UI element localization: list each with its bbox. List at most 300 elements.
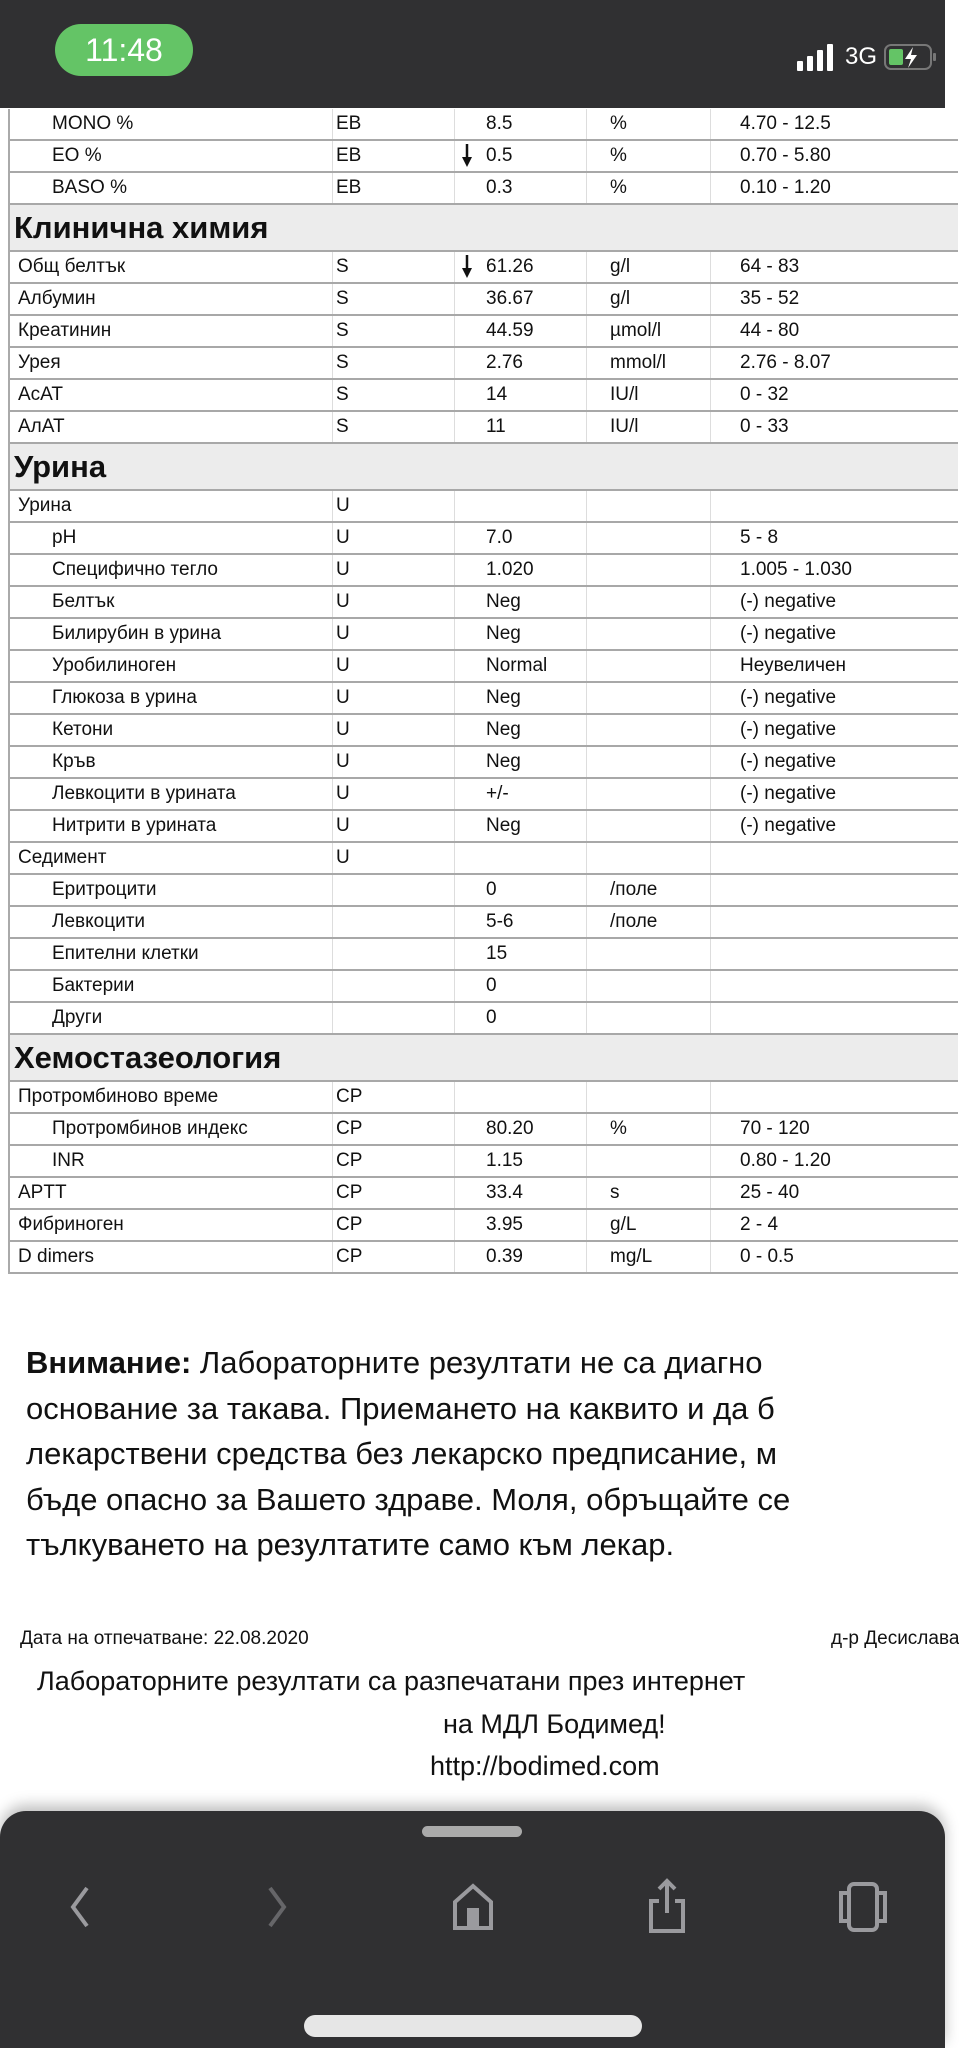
cell-divider [710, 683, 711, 713]
reference-range: 5 - 8 [740, 527, 779, 548]
cell-divider [586, 555, 587, 585]
tabs-button[interactable] [839, 1883, 887, 1931]
cell-divider [586, 907, 587, 937]
result-value: 7.0 [486, 527, 513, 548]
cell-divider [586, 1146, 587, 1176]
table-row [10, 1178, 958, 1210]
table-row [10, 173, 958, 205]
cell-divider [332, 971, 333, 1001]
table-row [10, 316, 958, 348]
cell-divider [332, 380, 333, 410]
table-row [10, 380, 958, 412]
cell-divider [710, 811, 711, 841]
cell-divider [454, 141, 455, 171]
specimen: U [336, 783, 350, 804]
footer-line-2: на МДЛ Бодимед! [443, 1709, 666, 1739]
cell-divider [586, 412, 587, 442]
table-row [10, 523, 958, 555]
cell-divider [332, 1178, 333, 1208]
cell-divider [586, 811, 587, 841]
tabs-icon [837, 1881, 889, 1933]
cell-divider [710, 843, 711, 873]
status-bar [0, 0, 945, 108]
cell-divider [454, 1146, 455, 1176]
result-value: 11 [486, 416, 506, 437]
reference-range: (-) negative [740, 623, 837, 644]
table-row [10, 252, 958, 284]
test-name: Фибриноген [18, 1214, 124, 1235]
cell-divider [586, 348, 587, 378]
test-name: Нитрити в урината [52, 815, 217, 836]
cell-divider [454, 348, 455, 378]
table-row [10, 1082, 958, 1114]
cell-divider [710, 715, 711, 745]
section-header: Урина [10, 444, 958, 491]
cell-divider [586, 380, 587, 410]
cell-divider [710, 523, 711, 553]
result-value: 1.15 [486, 1150, 523, 1171]
specimen: U [336, 847, 350, 868]
cell-divider [332, 1210, 333, 1240]
cell-divider [454, 939, 455, 969]
result-value: 8.5 [486, 113, 513, 134]
test-name: AcAT [18, 384, 64, 405]
warning-line [26, 1522, 674, 1567]
cell-divider [332, 939, 333, 969]
warning-text: основание за такава. Приемането на каквито и да б [26, 1390, 775, 1426]
unit: % [610, 113, 627, 134]
section-header: Клинична химия [10, 205, 958, 252]
cell-divider [454, 1114, 455, 1144]
unit: µmol/l [610, 320, 662, 341]
cell-divider [710, 651, 711, 681]
unit: mg/L [610, 1246, 653, 1267]
warning-text: бъде опасно за Вашето здраве. Моля, обръщайте се [26, 1481, 791, 1517]
cell-divider [586, 651, 587, 681]
cell-divider [710, 348, 711, 378]
result-value: 1.020 [486, 559, 534, 580]
cell-divider [710, 587, 711, 617]
cell-divider [454, 173, 455, 203]
cell-divider [332, 811, 333, 841]
chevron-right-icon [262, 1885, 292, 1929]
unit: IU/l [610, 416, 639, 437]
cell-divider [454, 875, 455, 905]
test-name: pH [52, 527, 77, 548]
result-value: 15 [486, 943, 508, 964]
reference-range: (-) negative [740, 719, 837, 740]
reference-range: 0 - 32 [740, 384, 789, 405]
cell-divider [586, 1242, 587, 1272]
cell-divider [710, 380, 711, 410]
table-row [10, 1242, 958, 1274]
specimen: S [336, 320, 349, 341]
specimen: S [336, 352, 349, 373]
result-value: 44.59 [486, 320, 534, 341]
table-row [10, 811, 958, 843]
test-name: D dimers [18, 1246, 95, 1267]
forward-button[interactable] [253, 1883, 301, 1931]
specimen: U [336, 655, 350, 676]
reference-range: 0.70 - 5.80 [740, 145, 831, 166]
specimen: CP [336, 1118, 363, 1139]
cell-divider [710, 1003, 711, 1033]
test-name: Кетони [52, 719, 114, 740]
table-row [10, 683, 958, 715]
cell-divider [454, 109, 455, 139]
cell-divider [454, 843, 455, 873]
unit: % [610, 145, 627, 166]
reference-range: 25 - 40 [740, 1182, 800, 1203]
cell-divider [586, 523, 587, 553]
result-value: Neg [486, 751, 521, 772]
specimen: U [336, 751, 350, 772]
warning-line [26, 1431, 777, 1476]
cell-divider [454, 380, 455, 410]
test-name: Кръв [52, 751, 96, 772]
specimen: U [336, 559, 350, 580]
cell-divider [586, 587, 587, 617]
cell-divider [586, 491, 587, 521]
specimen: U [336, 527, 350, 548]
result-value: 14 [486, 384, 508, 405]
test-name: Белтък [52, 591, 115, 612]
table-row [10, 1003, 958, 1035]
result-value: +/- [486, 783, 509, 804]
result-value: 3.95 [486, 1214, 523, 1235]
cell-divider [586, 875, 587, 905]
cell-divider [332, 843, 333, 873]
specimen: EB [336, 113, 362, 134]
cell-divider [454, 971, 455, 1001]
result-value: 5-6 [486, 911, 514, 932]
cell-divider [454, 491, 455, 521]
table-row [10, 1114, 958, 1146]
cell-divider [710, 907, 711, 937]
unit: s [610, 1182, 620, 1203]
cell-divider [586, 971, 587, 1001]
home-indicator [304, 2015, 642, 2037]
unit: % [610, 177, 627, 198]
cell-divider [586, 715, 587, 745]
warning-line [26, 1340, 763, 1385]
cell-divider [332, 1082, 333, 1112]
specimen: CP [336, 1182, 363, 1203]
table-row [10, 715, 958, 747]
test-name: Епителни клетки [52, 943, 199, 964]
result-value: Neg [486, 719, 521, 740]
unit: /поле [610, 879, 658, 900]
cell-divider [454, 284, 455, 314]
test-name: Урея [18, 352, 61, 373]
network-type: 3G [845, 43, 878, 70]
specimen: CP [336, 1214, 363, 1235]
cell-divider [710, 875, 711, 905]
test-name: Албумин [18, 288, 96, 309]
test-name: Креатинин [18, 320, 112, 341]
reference-range: 70 - 120 [740, 1118, 810, 1139]
warning-line [26, 1477, 790, 1522]
test-name: Общ белтък [18, 256, 126, 277]
cell-divider [586, 843, 587, 873]
cell-divider [454, 1178, 455, 1208]
result-value: 0 [486, 1007, 497, 1028]
result-value: Neg [486, 687, 521, 708]
cell-divider [454, 252, 455, 282]
cell-divider [586, 284, 587, 314]
test-name: Урина [18, 495, 72, 516]
test-name: Седимент [18, 847, 107, 868]
table-row [10, 412, 958, 444]
table-row [10, 619, 958, 651]
specimen: S [336, 384, 349, 405]
table-row [10, 939, 958, 971]
cell-divider [586, 779, 587, 809]
cell-divider [454, 811, 455, 841]
test-name: Левкоцити в урината [52, 783, 236, 804]
cell-divider [332, 907, 333, 937]
share-button[interactable] [643, 1883, 691, 1931]
warning-text: лекарствени средства без лекарско предписание, м [26, 1436, 778, 1471]
cell-divider [332, 141, 333, 171]
test-name: АлАТ [18, 416, 65, 437]
reference-range: (-) negative [740, 783, 837, 804]
test-name: APTT [18, 1182, 67, 1203]
cell-divider [332, 284, 333, 314]
test-name: BASO % [52, 177, 127, 198]
reference-range: 1.005 - 1.030 [740, 559, 852, 580]
specimen: EB [336, 177, 362, 198]
cell-divider [586, 252, 587, 282]
cell-divider [332, 587, 333, 617]
cell-divider [454, 587, 455, 617]
warning-text: Лабораторните резултати не са диагно [199, 1345, 763, 1380]
cell-divider [586, 316, 587, 346]
specimen: U [336, 495, 350, 516]
test-name: Левкоцити [52, 911, 146, 932]
warning-line [26, 1386, 775, 1431]
table-row [10, 284, 958, 316]
result-value: 80.20 [486, 1118, 534, 1139]
cell-divider [454, 779, 455, 809]
table-row [10, 141, 958, 173]
table-row [10, 907, 958, 939]
network-status [797, 42, 939, 72]
cell-divider [454, 1003, 455, 1033]
test-name: Протромбиново време [18, 1086, 219, 1107]
test-name: Протромбинов индекс [52, 1118, 248, 1139]
test-name: Други [52, 1007, 103, 1028]
reference-range: 4.70 - 12.5 [740, 113, 831, 134]
cell-divider [710, 1210, 711, 1240]
print-date: Дата на отпечатване: 22.08.2020 [20, 1628, 309, 1649]
test-name: INR [52, 1150, 85, 1171]
reference-range: (-) negative [740, 751, 837, 772]
table-row [10, 491, 958, 523]
cell-divider [586, 1178, 587, 1208]
cell-divider [710, 1082, 711, 1112]
cell-divider [454, 715, 455, 745]
footer-url[interactable]: http://bodimed.com [430, 1751, 660, 1781]
unit: % [610, 1118, 627, 1139]
specimen: U [336, 623, 350, 644]
warning-text: тълкуването на резултатите само към лекар. [26, 1527, 675, 1562]
reference-range: 44 - 80 [740, 320, 800, 341]
specimen: S [336, 256, 349, 277]
unit: g/l [610, 256, 631, 277]
test-name: Билирубин в урина [52, 623, 222, 644]
sheet-handle[interactable] [422, 1826, 522, 1837]
cell-divider [332, 109, 333, 139]
reference-range: (-) negative [740, 687, 837, 708]
unit: g/l [610, 288, 631, 309]
table-row [10, 971, 958, 1003]
cell-divider [454, 1242, 455, 1272]
specimen: CP [336, 1150, 363, 1171]
cell-divider [710, 284, 711, 314]
reference-range: 0 - 0.5 [740, 1246, 794, 1267]
result-value: 0.39 [486, 1246, 523, 1267]
cell-divider [454, 747, 455, 777]
cell-divider [586, 1210, 587, 1240]
cell-divider [454, 523, 455, 553]
cell-divider [586, 683, 587, 713]
cell-divider [710, 109, 711, 139]
reference-range: 0.10 - 1.20 [740, 177, 831, 198]
test-name: Бактерии [52, 975, 135, 996]
cell-divider [332, 252, 333, 282]
reference-range: 0.80 - 1.20 [740, 1150, 831, 1171]
cell-divider [454, 619, 455, 649]
result-value: Neg [486, 623, 521, 644]
chevron-left-icon [65, 1885, 95, 1929]
result-value: 0.3 [486, 177, 513, 198]
cell-divider [586, 1003, 587, 1033]
test-name: MONO % [52, 113, 134, 134]
battery-charging-icon [883, 42, 939, 72]
cell-divider [710, 491, 711, 521]
table-row [10, 555, 958, 587]
cell-divider [332, 651, 333, 681]
cell-divider [586, 1082, 587, 1112]
table-row [10, 587, 958, 619]
reference-range: Неувеличен [740, 655, 847, 676]
result-value: 36.67 [486, 288, 534, 309]
table-row [10, 1210, 958, 1242]
test-name: Глюкоза в урина [52, 687, 197, 708]
table-row [10, 109, 958, 141]
cell-divider [710, 619, 711, 649]
cell-divider [710, 1114, 711, 1144]
cell-divider [710, 141, 711, 171]
cell-divider [332, 348, 333, 378]
cell-divider [710, 939, 711, 969]
status-time: 11:48 [55, 24, 193, 76]
cell-divider [586, 939, 587, 969]
cell-divider [710, 779, 711, 809]
reference-range: 35 - 52 [740, 288, 800, 309]
cell-divider [454, 316, 455, 346]
cell-divider [332, 1242, 333, 1272]
cell-divider [710, 412, 711, 442]
reference-range: (-) negative [740, 815, 837, 836]
home-icon [451, 1882, 495, 1932]
table-row [10, 875, 958, 907]
cell-divider [332, 491, 333, 521]
specimen: U [336, 719, 350, 740]
specimen: EB [336, 145, 362, 166]
cell-divider [332, 619, 333, 649]
cell-divider [454, 1210, 455, 1240]
test-name: Уробилиноген [52, 655, 177, 676]
cell-divider [332, 555, 333, 585]
specimen: CP [336, 1086, 363, 1107]
cell-divider [710, 555, 711, 585]
cell-divider [332, 1114, 333, 1144]
cell-divider [332, 875, 333, 905]
result-value: Normal [486, 655, 548, 676]
section-header: Хемостазеология [10, 1035, 958, 1082]
cell-divider [586, 747, 587, 777]
cell-divider [454, 412, 455, 442]
unit: mmol/l [610, 352, 666, 373]
back-button[interactable] [56, 1883, 104, 1931]
cell-divider [710, 173, 711, 203]
table-row [10, 651, 958, 683]
table-row [10, 1146, 958, 1178]
cell-divider [454, 907, 455, 937]
browser-toolbar [0, 1811, 945, 2048]
cell-divider [332, 683, 333, 713]
cell-divider [332, 747, 333, 777]
cell-divider [586, 141, 587, 171]
cell-divider [586, 619, 587, 649]
cell-divider [332, 173, 333, 203]
test-name: EO % [52, 145, 102, 166]
specimen: U [336, 815, 350, 836]
cell-divider [710, 747, 711, 777]
result-value: 33.4 [486, 1182, 523, 1203]
reference-range: 0 - 33 [740, 416, 789, 437]
test-name: Еритроцити [52, 879, 157, 900]
cell-divider [454, 555, 455, 585]
result-value: Neg [486, 591, 521, 612]
results-table [8, 109, 958, 1274]
table-row [10, 843, 958, 875]
test-name: Специфично тегло [52, 559, 218, 580]
cell-divider [586, 1114, 587, 1144]
warning-label: Внимание: [26, 1345, 192, 1380]
result-value: 0 [486, 879, 497, 900]
cell-divider [710, 1178, 711, 1208]
cell-divider [710, 971, 711, 1001]
cell-divider [586, 173, 587, 203]
reference-range: 2.76 - 8.07 [740, 352, 831, 373]
cell-divider [454, 683, 455, 713]
result-value: 0.5 [486, 145, 513, 166]
cell-divider [586, 109, 587, 139]
cell-divider [332, 1003, 333, 1033]
cell-divider [454, 651, 455, 681]
doctor-signature: д-р Десислава [831, 1628, 959, 1649]
home-button[interactable] [449, 1883, 497, 1931]
cell-divider [332, 1146, 333, 1176]
table-row [10, 747, 958, 779]
result-value: 61.26 [486, 256, 534, 277]
result-value: 2.76 [486, 352, 523, 373]
cell-divider [710, 1146, 711, 1176]
unit: /поле [610, 911, 658, 932]
